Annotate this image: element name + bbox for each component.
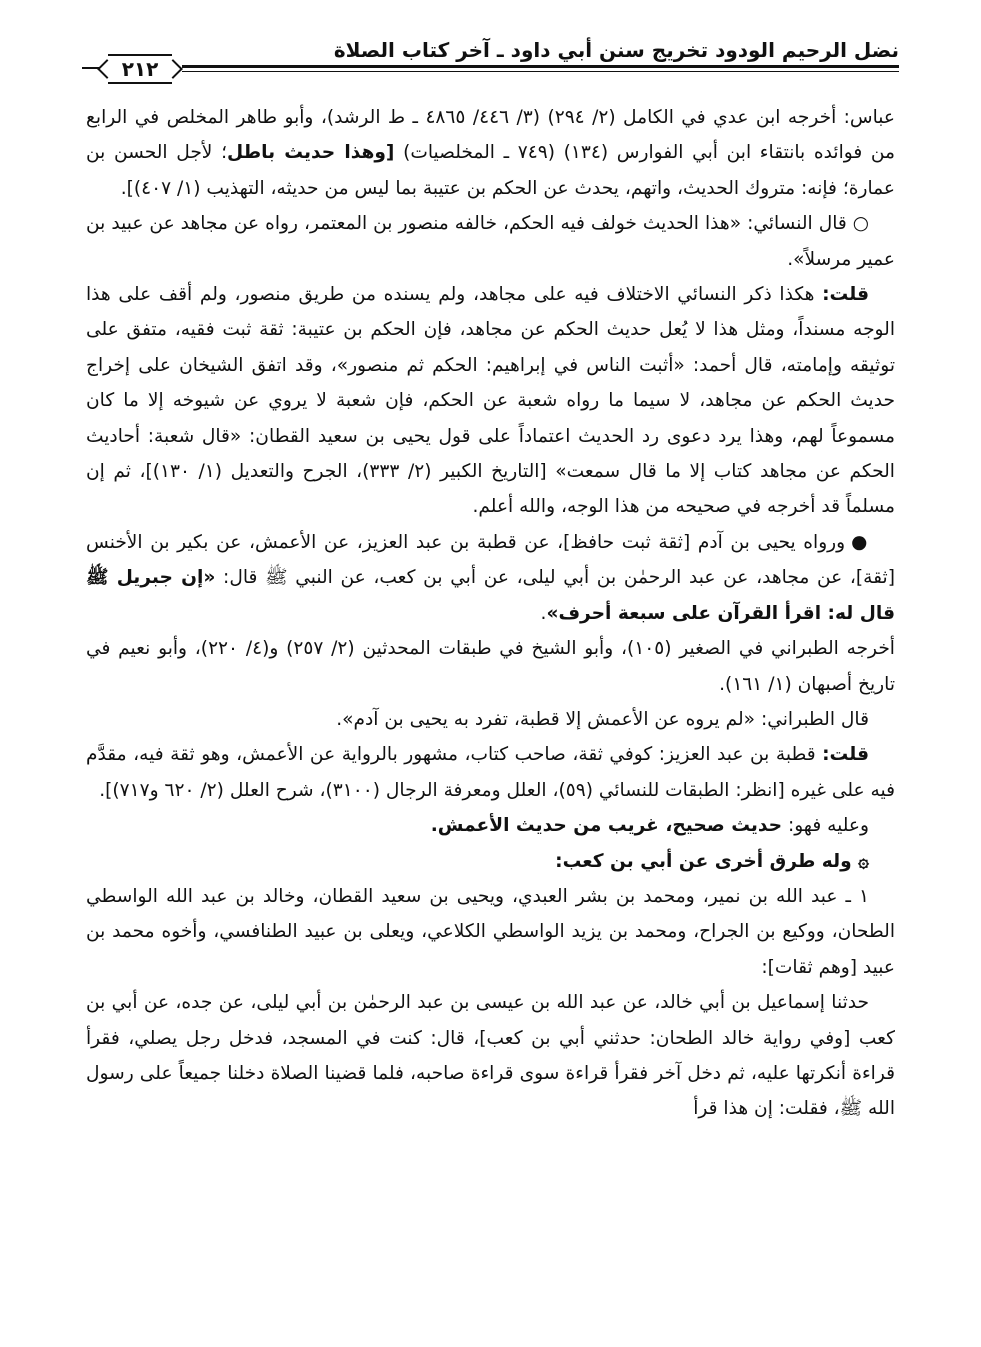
bullet-icon: ● <box>851 531 870 553</box>
paragraph-8 <box>86 808 895 843</box>
book-title: نضل الرحيم الودود تخريج سنن أبي داود ـ آخر كتاب الصلاة <box>333 38 899 62</box>
ruling-bold: [وهذا حديث باطل <box>227 142 395 164</box>
paragraph-text: وعليه فهو: <box>782 815 869 837</box>
paragraph-text: . <box>540 602 547 624</box>
paragraph-text: قطبة بن عبد العزيز: كوفي ثقة، صاحب كتاب، مشهور بالرواية عن الأعمش، وهو ثقة فيه، مقدَّم فيه على غيره [انظر: الطبقات للنسائي (٥٩)، العلل ومعرفة الرجال (٣١٠٠)، شرح العلل (٢/ ٦٢٠ و٧١٧)]. <box>86 744 895 801</box>
section-heading-text: ۞ وله طرق أخرى عن أبي بن كعب: <box>555 850 869 872</box>
lead-word: قلت: <box>822 744 869 766</box>
paragraph-text: ١ ـ عبد الله بن نمير، ومحمد بن بشر العبدي، ويحيى بن سعيد القطان، وخالد بن عبد الله الواسطي الطحان، ووكيع بن الجراح، ومحمد بن يزيد الواسطي الكلاعي، ويعلى بن عبيد الطنافسي، وأخوه محمد بن عبيد [وهم ثقات]: <box>86 885 895 978</box>
header-rule <box>182 65 899 72</box>
paragraph-text: ○ قال النسائي: «هذا الحديث خولف فيه الحكم، خالفه منصور بن المعتمر، رواه عن مجاهد عن عبيد بن عمير مرسلاً». <box>86 213 895 270</box>
paragraph-text: حدثنا إسماعيل بن أبي خالد، عن عبد الله بن عيسى بن عبد الرحمٰن بن أبي ليلى، عن جده، عن أبي بن كعب [وفي رواية خالد الطحان: حدثني أبي بن كعب]، قال: كنت في المسجد، فدخل رجل يصلي، فقرأ قراءة أنكرتها عليه، ثم دخل آخر فقرأ قراءة سوى قراءة صاحبه، فلما قضينا الصلاة دخلنا جميعاً على رسول الله ﷺ، فقلت: إن هذا قرأ <box>86 992 895 1120</box>
page-number: ٢١٢ <box>108 54 173 84</box>
section-heading <box>86 844 895 879</box>
paragraph-3 <box>86 277 895 525</box>
ruling-bold: حديث صحيح، غريب من حديث الأعمش. <box>430 815 783 837</box>
paragraph-10 <box>86 879 895 985</box>
paragraph-11 <box>86 985 895 1127</box>
hadith-text-bold: «إن جبريل ﷺ قال له: اقرأ القرآن على سبعة أحرف» <box>86 567 895 624</box>
paragraph-text: هكذا ذكر النسائي الاختلاف فيه على مجاهد، ولم يسنده من طريق منصور، ولم أقف على هذا الوجه مسنداً، ومثل هذا لا يُعل حديث الحكم عن مجاهد، فإن الحكم بن عتيبة: ثقة ثبت فقيه، متفق على توثيقه وإمامته، قال أحمد: «أثبت الناس في إبراهيم: الحكم ثم منصور»، وقد اتفق الشيخان على إخراج حديث الحكم عن مجاهد، لا سيما ما رواه شعبة عن الحكم، فإن شعبة لا يروي عن شيوخه إلا ما كان مسموعاً لهم، وهذا يرد دعوى رد الحديث اعتماداً على قول يحيى بن سعيد القطان: «قال شعبة: أحاديث الحكم عن مجاهد كتاب إلا ما قال سمعت» [التاريخ الكبير (٢/ ٣٣٣)، الجرح والتعديل (١/ ١٣٠)]، ثم إن مسلماً قد أخرجه في صحيحه من هذا الوجه، والله أعلم. <box>86 284 895 518</box>
paragraph-1 <box>86 100 895 206</box>
running-header <box>82 30 899 70</box>
page-body <box>86 100 895 1127</box>
paragraph-text: ورواه يحيى بن آدم [ثقة ثبت حافظ]، عن قطبة بن عبد العزيز، عن الأعمش، عن بكير بن الأخنس [ثقة]، عن مجاهد، عن عبد الرحمٰن بن أبي ليلى، عن أبي بن كعب، عن النبي ﷺ قال: <box>86 531 895 589</box>
paragraph-2 <box>86 206 895 277</box>
paragraph-text: قال الطبراني: «لم يروه عن الأعمش إلا قطبة، تفرد به يحيى بن آدم». <box>336 708 869 730</box>
paragraph-6 <box>86 702 895 737</box>
paragraph-4 <box>86 525 895 631</box>
lead-word: قلت: <box>822 284 869 306</box>
paragraph-5 <box>86 631 895 702</box>
paragraph-text: أخرجه الطبراني في الصغير (١٠٥)، وأبو الشيخ في طبقات المحدثين (٢/ ٢٥٧) و(٤/ ٢٢٠)، وأبو نعيم في تاريخ أصبهان (١/ ١٦١). <box>86 638 895 695</box>
paragraph-text: عباس: أخرجه ابن عدي في الكامل (٢/ ٢٩٤) (٣/ ٤٤٦/ ٤٨٦٥ ـ ط الرشد)، وأبو طاهر المخلص في الرابع من فوائده بانتقاء ابن أبي الفوارس (١٣٤) (٧٤٩ ـ المخلصيات) <box>86 107 896 164</box>
page-number-ornament <box>100 54 180 84</box>
paragraph-text: ؛ لأجل الحسن بن عمارة؛ فإنه: متروك الحديث، واتهم، يحدث عن الحكم بن عتيبة بما ليس من حديثه، التهذيب (١/ ٤٠٧)]. <box>86 142 895 199</box>
paragraph-7 <box>86 737 895 808</box>
